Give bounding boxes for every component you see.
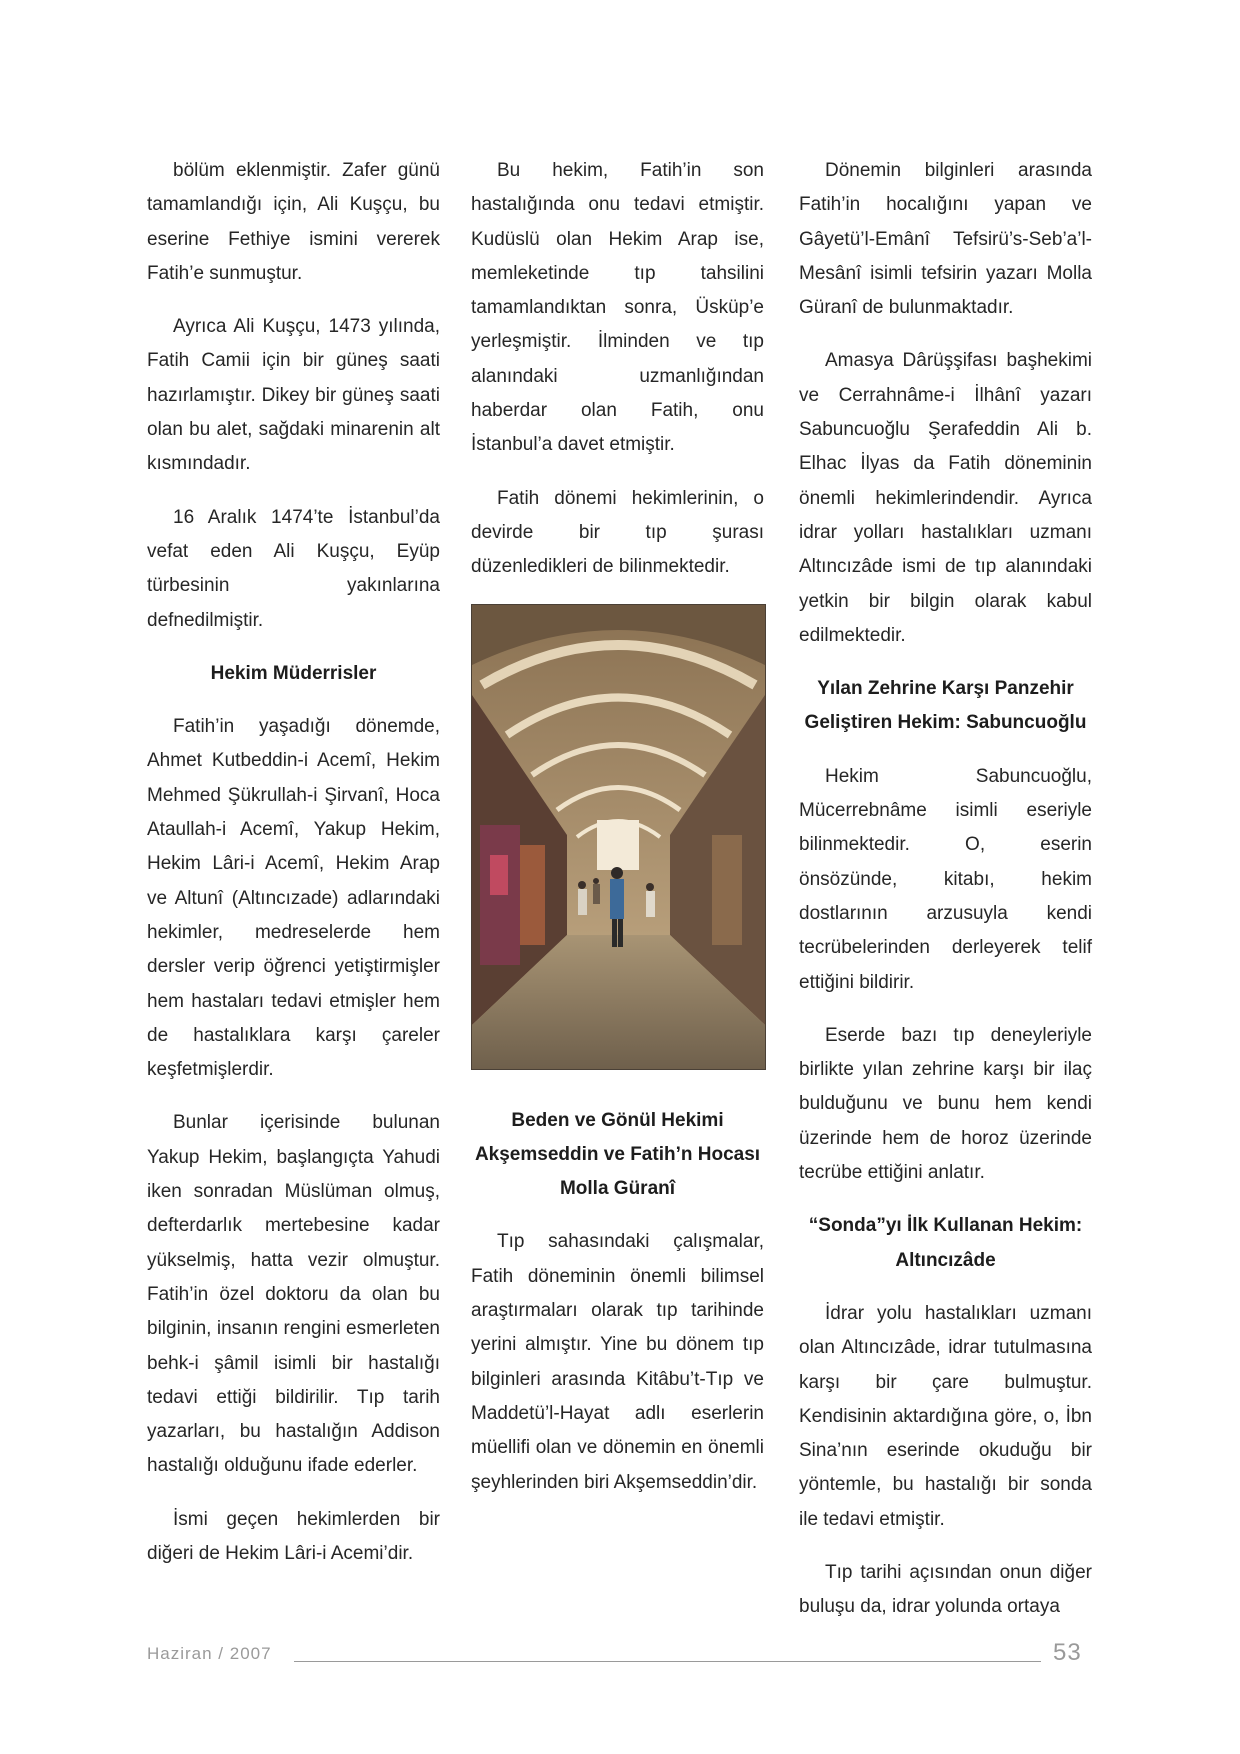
paragraph: Amasya Dârüşşifası başhekimi ve Cerrahnâme-i İlhânî yazarı Sabuncuoğlu Şerafeddin Ali b. Elhac İlyas da Fatih döneminin önemli hekimlerindendir. Ayrıca idrar yolları hastalıkları uzmanı Altıncızâde ismi de tıp alanındaki yetkin bir bilgin olarak kabul edilmektedir. — [799, 350, 1092, 646]
paragraph: Fatih’in yaşadığı dönemde, Ahmet Kutbeddin-i Acemî, Hekim Mehmed Şükrullah-i Şirvanî, Hoca Ataullah-i Acemî, Yakup Hekim, Hekim Lâri-i Acemî, Hekim Arap ve Altunî (Altıncızade) adlarındaki hekimler, medreselerde hem dersler verip öğrenci yetiştirmişler hem hastaları tedavi etmişler hem de hastalıklara karşı çareler keşfetmişlerdir. — [147, 716, 440, 1081]
footer-date: Haziran / 2007 — [147, 1644, 272, 1663]
column-left — [147, 154, 440, 1590]
column-right — [799, 154, 1092, 1644]
section-heading: Yılan Zehrine Karşı Panzehir Geliştiren Hekim: Sabuncuoğlu — [804, 678, 1087, 734]
paragraph: Fatih dönemi hekimlerinin, o devirde bir tıp şurası düzenledikleri de bilinmektedir. — [471, 487, 764, 578]
paragraph: Bu hekim, Fatih’in son hastalığında onu tedavi etmiştir. Kudüslü olan Hekim Arap ise, memleketinde tıp tahsilini tamamlandıktan sonra, Üsküp’e yerleşmiştir. İlminden ve tıp alanındaki uzmanlığından haberdar olan Fatih, onu İstanbul’a davet etmiştir. — [471, 160, 764, 456]
page-number: 53 — [1053, 1639, 1082, 1666]
section-heading: Beden ve Gönül Hekimi Akşemseddin ve Fatih’n Hocası Molla Güranî — [474, 1109, 761, 1200]
footer-rule — [294, 1661, 1041, 1662]
paragraph: Tıp sahasındaki çalışmalar, Fatih döneminin önemli bilimsel araştırmaları olarak tıp tarihinde yerini almıştır. Yine bu dönem tıp bilginleri arasında Kitâbu’t-Tıp ve Maddetü’l-Hayat adlı eserlerin müellifi olan ve dönemin en önemli şeyhlerinden biri Akşemseddin’dir. — [471, 1231, 764, 1493]
section-heading: Hekim Müderrisler — [210, 662, 377, 684]
bazaar-photo — [471, 604, 766, 1070]
paragraph: Bunlar içerisinde bulunan Yakup Hekim, başlangıçta Yahudi iken sonradan Müslüman olmuş, defterdarlık mertebesine kadar yükselmiş, hatta vezir olmuştur. Fatih’in özel doktoru da olan bu bilginin, insanın rengini esmerleten behk-i şâmil isimli bir hastalığı tedavi ettiği bildirilir. Tıp tarih yazarları, bu hastalığın Addison hastalığı olduğunu ifade ederler. — [147, 1112, 440, 1477]
paragraph: 16 Aralık 1474’te İstanbul’da vefat eden Ali Kuşçu, Eyüp türbesinin yakınlarına defnedilmiştir. — [147, 506, 440, 631]
paragraph: Hekim Sabuncuoğlu, Mücerrebnâme isimli eseriyle bilinmektedir. O, eserin önsözünde, kitabı, hekim dostlarının arzusuyla kendi tecrübelerinden derleyerek telif ettiğini bildirir. — [799, 765, 1092, 993]
paragraph: Dönemin bilginleri arasında Fatih’in hocalığını yapan ve Gâyetü’l-Emânî Tefsirü’s-Seb’a’l-Mesânî isimli tefsirin yazarı Molla Güranî de bulunmaktadır. — [799, 160, 1092, 319]
bazaar-photo-drawing — [472, 605, 765, 1069]
paragraph: Tıp tarihi açısından onun diğer buluşu da, idrar yolunda ortaya — [799, 1561, 1092, 1618]
paragraph: bölüm eklenmiştir. Zafer günü tamamlandığı için, Ali Kuşçu, bu eserine Fethiye ismini vererek Fatih’e sunmuştur. — [147, 160, 440, 284]
column-middle — [471, 154, 764, 1519]
paragraph: İsmi geçen hekimlerden bir diğeri de Hekim Lâri-i Acemi’dir. — [147, 1508, 440, 1564]
paragraph: Eserde bazı tıp deneyleriyle birlikte yılan zehrine karşı bir ilaç bulduğunu ve bunu hem kendi üzerinde hem de horoz üzerinde tecrübe ettiğini anlatır. — [799, 1024, 1092, 1184]
paragraph: Ayrıca Ali Kuşçu, 1473 yılında, Fatih Camii için bir güneş saati hazırlamıştır. Dikey bir güneş saati olan bu alet, sağdaki minarenin alt kısmındadır. — [147, 316, 440, 475]
paragraph: İdrar yolu hastalıkları uzmanı olan Altıncızâde, idrar tutulmasına karşı bir çare bulmuştur. Kendisinin aktardığına göre, o, İbn Sina’nın eserinde okuduğu bir yöntemle, bu hastalığı bir sonda ile tedavi etmiştir. — [799, 1302, 1092, 1530]
section-heading: “Sonda”yı İlk Kullanan Hekim: Altıncızâde — [808, 1215, 1083, 1271]
